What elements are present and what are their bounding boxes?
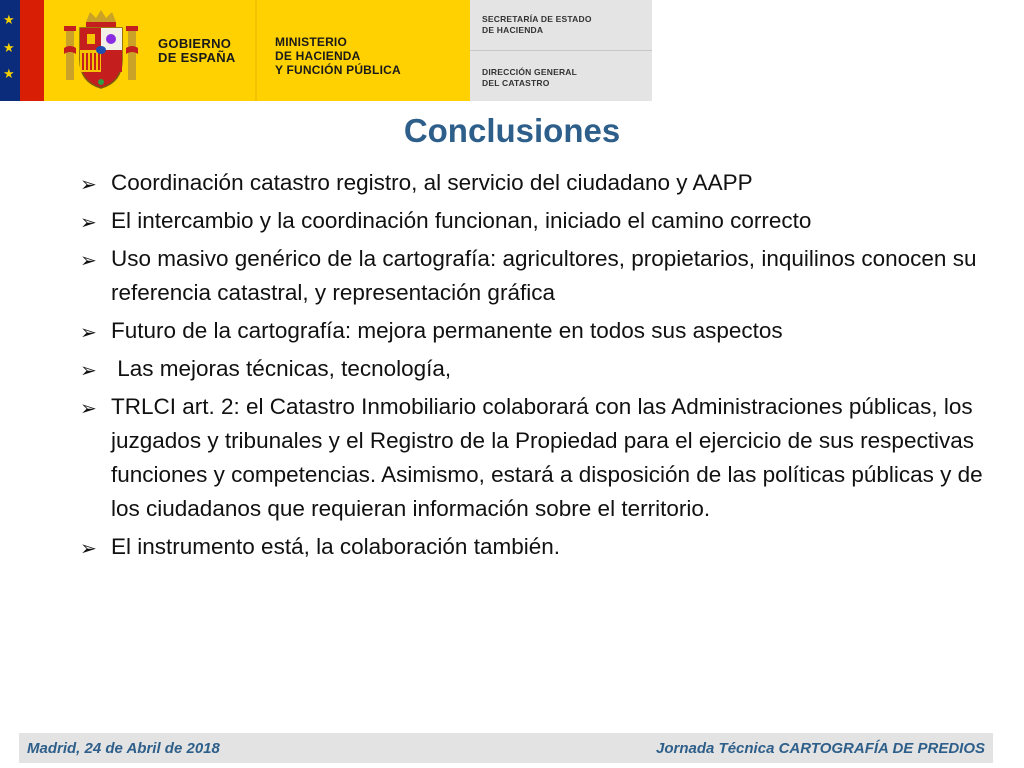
coat-of-arms-icon [62, 8, 140, 94]
star-icon: ★ [3, 13, 15, 28]
list-item: ➢ El instrumento está, la colaboración también. [80, 530, 1000, 564]
footer-date: Madrid, 24 de Abril de 2018 [27, 740, 220, 757]
list-item: ➢ Coordinación catastro registro, al servicio del ciudadano y AAPP [80, 166, 1000, 200]
footer-event: Jornada Técnica CARTOGRAFÍA DE PREDIOS [656, 740, 985, 757]
arrow-bullet-icon: ➢ [80, 248, 97, 272]
secretariat-box: SECRETARÍA DE ESTADO DE HACIENDA [470, 0, 652, 50]
list-item: ➢ Uso masivo genérico de la cartografía: agricultores, propietarios, inquilinos conocen su referencia catastral, y representación gráfica [80, 242, 1000, 310]
banner-divider [255, 0, 257, 101]
arrow-bullet-icon: ➢ [80, 358, 97, 382]
footer [19, 733, 993, 763]
list-item: ➢ Futuro de la cartografía: mejora permanente en todos sus aspectos [80, 314, 1000, 348]
government-name: GOBIERNO DE ESPAÑA [158, 36, 236, 65]
star-icon: ★ [3, 41, 15, 56]
list-item: ➢ TRLCI art. 2: el Catastro Inmobiliario colaborará con las Administraciones públicas, los juzgados y tribunales y el Registro de la Propiedad para el ejercicio de sus respectivas funciones y competencias. Asimismo, estará a disposición de las políticas públicas y de los ciudadanos que requieran información sobre el territorio. [80, 390, 1000, 526]
ministry-name: MINISTERIO DE HACIENDA Y FUNCIÓN PÚBLICA [275, 35, 401, 77]
page-title: Conclusiones [403, 112, 621, 149]
arrow-bullet-icon: ➢ [80, 172, 97, 196]
arrow-bullet-icon: ➢ [80, 210, 97, 234]
eu-flag-strip [0, 0, 20, 101]
star-icon: ★ [3, 67, 15, 82]
directorate-box: DIRECCIÓN GENERAL DEL CATASTRO [470, 51, 652, 101]
arrow-bullet-icon: ➢ [80, 396, 97, 420]
list-item: ➢ Las mejoras técnicas, tecnología, [80, 352, 1000, 386]
arrow-bullet-icon: ➢ [80, 536, 97, 560]
bullet-list [80, 166, 1000, 568]
arrow-bullet-icon: ➢ [80, 320, 97, 344]
spain-flag-red-strip [20, 0, 44, 101]
list-item: ➢ El intercambio y la coordinación funcionan, iniciado el camino correcto [80, 204, 1000, 238]
